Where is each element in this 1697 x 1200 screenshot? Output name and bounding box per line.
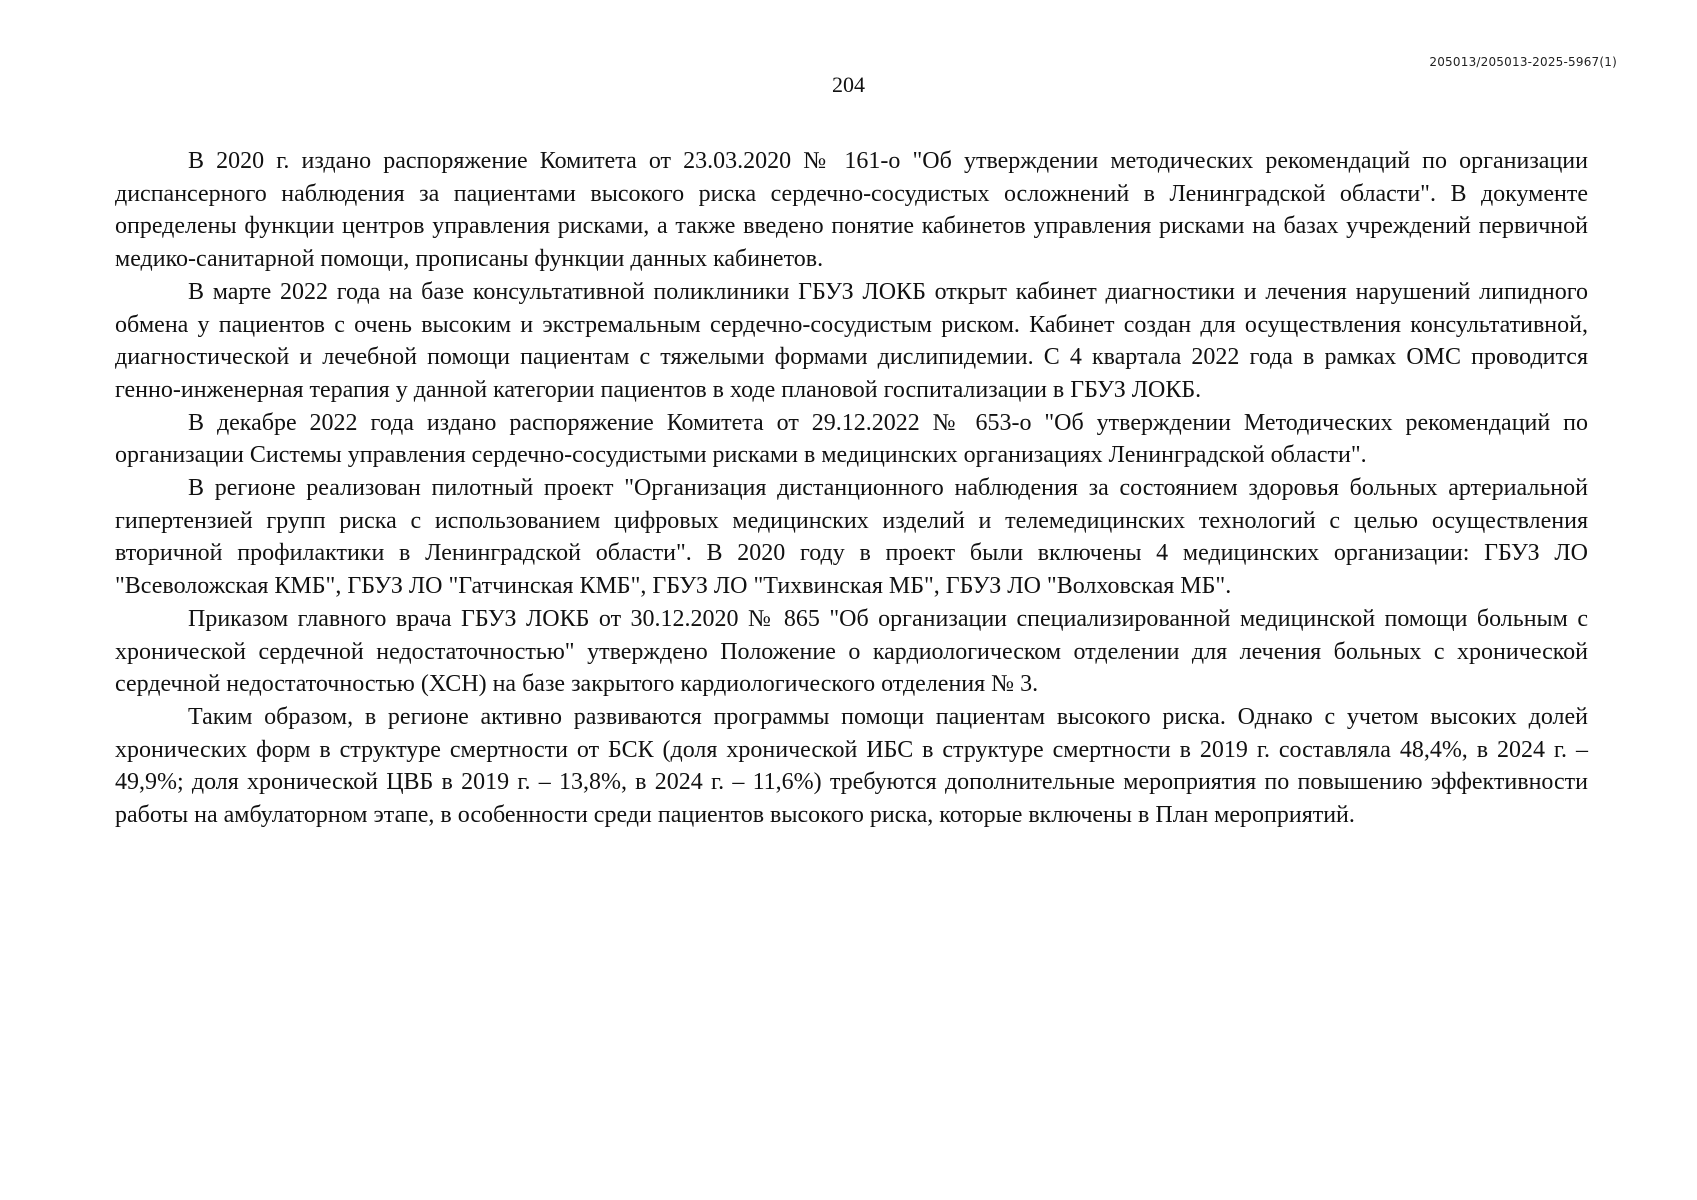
document-body [115,145,1588,832]
document-id: 205013/205013-2025-5967(1) [1429,55,1617,69]
paragraph-risk-management-order: В 2020 г. издано распоряжение Комитета от 23.03.2020 № 161-о "Об утверждении методических рекомендаций по организации диспансерного наблюдения за пациентами высокого риска сердечно-сосудистых осложнений в Ленинградской области". В документе определены функции центров управления рисками, а также введено понятие кабинетов управления рисками на базах учреждений первичной медико-санитарной помощи, прописаны функции данных кабинетов. [115,148,1588,273]
paragraph-remote-monitoring-pilot: В регионе реализован пилотный проект "Организация дистанционного наблюдения за состоянием здоровья больных артериальной гипертензией групп риска с использованием цифровых медицинских изделий и телемедицинских технологий с целью осуществления вторичной профилактики в Ленинградской области". В 2020 году в проект были включены 4 медицинских организации: ГБУЗ ЛО "Всеволожская КМБ", ГБУЗ ЛО "Гатчинская КМБ", ГБУЗ ЛО "Тихвинская МБ", ГБУЗ ЛО "Волховская МБ". [115,475,1588,600]
paragraph-heart-failure-department: Приказом главного врача ГБУЗ ЛОКБ от 30.12.2020 № 865 "Об организации специализированной медицинской помощи больным с хронической сердечной недостаточностью" утверждено Положение о кардиологическом отделении для лечения больных с хронической сердечной недостаточностью (ХСН) на базе закрытого кардиологического отделения № 3. [115,605,1588,698]
paragraph-cv-risk-recommendations: В декабре 2022 года издано распоряжение Комитета от 29.12.2022 № 653-о "Об утверждении Методических рекомендаций по организации Системы управления сердечно-сосудистыми рисками в медицинских организациях Ленинградской области". [115,409,1588,469]
page-number: 204 [832,72,865,97]
paragraph-lipid-clinic: В марте 2022 года на базе консультативной поликлиники ГБУЗ ЛОКБ открыт кабинет диагностики и лечения нарушений липидного обмена у пациентов с очень высоким и экстремальным сердечно-сосудистым риском. Кабинет создан для осуществления консультативной, диагностической и лечебной помощи пациентам с тяжелыми формами дислипидемии. С 4 квартала 2022 года в рамках ОМС проводится генно-инженерная терапия у данной категории пациентов в ходе плановой госпитализации в ГБУЗ ЛОКБ. [115,278,1588,403]
paragraph-conclusion: Таким образом, в регионе активно развиваются программы помощи пациентам высокого риска. Однако с учетом высоких долей хронических форм в структуре смертности от БСК (доля хронической ИБС в структуре смертности в 2019 г. составляла 48,4%, в 2024 г. – 49,9%; доля хронической ЦВБ в 2019 г. – 13,8%, в 2024 г. – 11,6%) требуются дополнительные мероприятия по повышению эффективности работы на амбулаторном этапе, в особенности среди пациентов высокого риска, которые включены в План мероприятий. [115,703,1588,829]
